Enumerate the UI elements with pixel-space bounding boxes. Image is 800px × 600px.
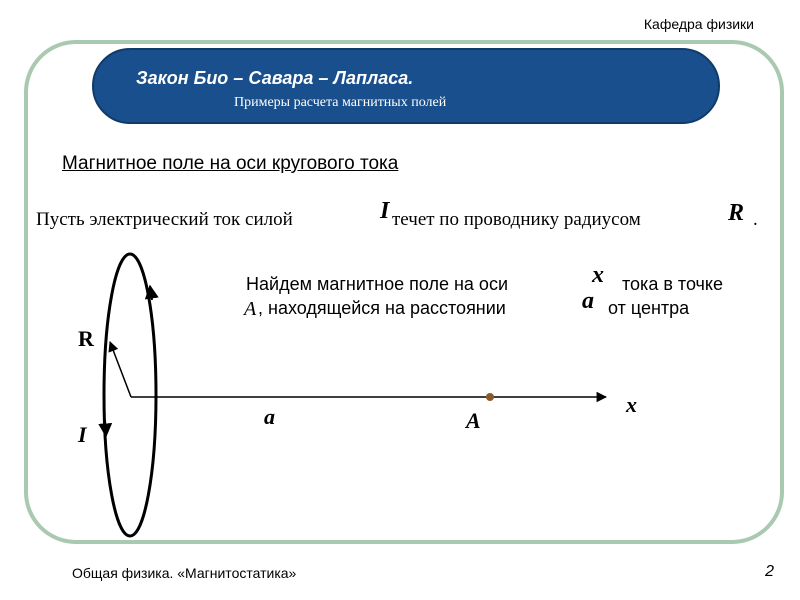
find-text-line2: , находящейся на расстоянии xyxy=(258,298,506,318)
loop-direction-arrow-bottom xyxy=(105,420,106,436)
point-A-inline: A xyxy=(244,298,257,320)
distance-symbol: a xyxy=(582,288,594,314)
intro-text-a: Пусть электрический ток силой xyxy=(36,209,293,230)
point-A-label: A xyxy=(466,408,481,433)
radius-label: R xyxy=(78,326,94,351)
department-label: Кафедра физики xyxy=(643,16,754,32)
find-text-line2-end: от центра xyxy=(608,298,690,318)
radius-line xyxy=(110,342,131,397)
current-symbol: I xyxy=(380,198,390,224)
distance-label: a xyxy=(264,404,275,429)
axis-symbol: x xyxy=(592,262,604,288)
point-A xyxy=(486,393,494,401)
section-heading: Магнитное поле на оси кругового тока xyxy=(62,153,399,174)
find-text-line1-end: тока в точке xyxy=(622,274,724,294)
radius-symbol: R xyxy=(728,200,745,226)
intro-text-b: течет по проводнику радиусом xyxy=(392,209,641,230)
current-label: I xyxy=(78,422,87,447)
slide-title: Закон Био – Савара – Лапласа. xyxy=(136,68,414,88)
find-text-line1: Найдем магнитное поле на оси xyxy=(246,274,509,294)
footer-course: Общая физика. «Магнитостатика» xyxy=(72,565,297,581)
intro-text-end: . xyxy=(753,209,758,230)
slide-subtitle: Примеры расчета магнитных полей xyxy=(234,95,447,110)
x-axis-label: x xyxy=(626,392,637,417)
page-number: 2 xyxy=(765,563,774,580)
